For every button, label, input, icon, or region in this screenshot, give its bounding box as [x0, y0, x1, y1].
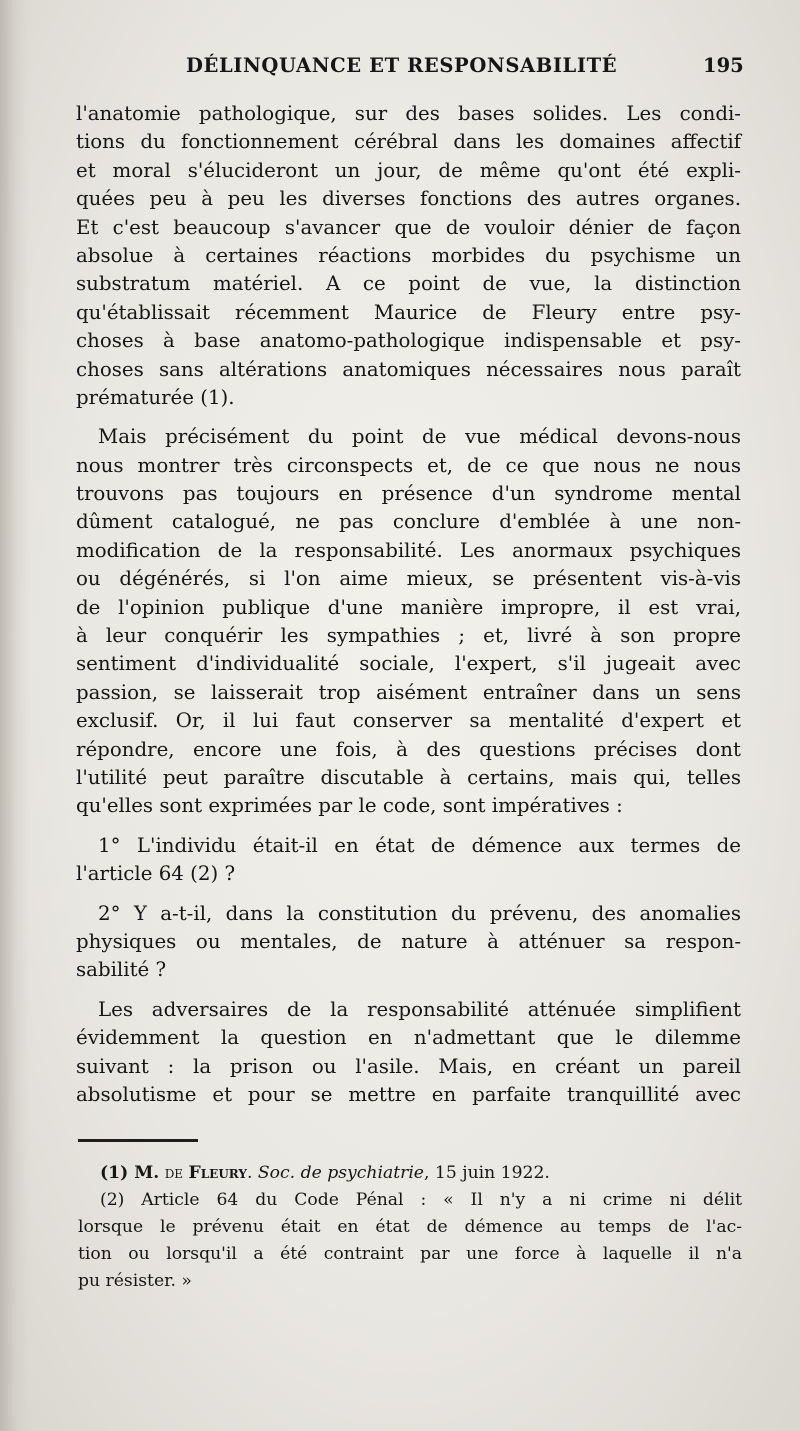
text-line: quées peu à peu les diverses fonctions des autres organes.: [76, 187, 741, 211]
paragraph-4: [76, 900, 741, 985]
paragraph-1: [76, 100, 741, 412]
text-line: l'article 64 (2) ?: [76, 862, 236, 886]
text-line: dûment catalogué, ne pas conclure d'emblée à une non-: [76, 510, 741, 534]
footnote-1-after-author: .: [246, 1163, 253, 1183]
text-line: passion, se laisserait trop aisément entraîner dans un sens: [76, 680, 741, 704]
text-line: à leur conquérir les sympathies ; et, livré à son propre: [76, 624, 741, 648]
running-head: [0, 54, 800, 84]
page-number: 195: [703, 54, 744, 77]
text-line: l'anatomie pathologique, sur des bases solides. Les condi-: [76, 102, 741, 125]
paragraph-2: [76, 423, 741, 820]
text-line: suivant : la prison ou l'asile. Mais, en créant un pareil: [76, 1054, 741, 1078]
text-line: modification de la responsabilité. Les anormaux psychiques: [76, 538, 741, 562]
text-line: ou dégénérés, si l'on aime mieux, se présentent vis-à-vis: [76, 567, 741, 591]
footnote-1-author-prefix: de: [164, 1163, 184, 1183]
text-line: sentiment d'individualité sociale, l'expert, s'il jugeait avec: [76, 652, 741, 676]
footnotes: [78, 1160, 742, 1295]
text-line: tions du fonctionnement cérébral dans les domaines affectif: [76, 130, 741, 154]
paragraph-3: [76, 832, 741, 889]
text-line: Mais précisément du point de vue médical devons-nous: [98, 425, 741, 449]
footnote-2: [78, 1187, 742, 1295]
footnote-1-journal: Soc. de psychiatrie: [257, 1163, 424, 1183]
footnote-1: [78, 1160, 742, 1187]
text-line: évidemment la question en n'admettant que le dilemme: [76, 1026, 741, 1050]
text-line: et moral s'élucideront un jour, de même qu'ont été expli-: [76, 158, 741, 182]
text-line: de l'opinion publique d'une manière impropre, il est vrai,: [76, 595, 741, 619]
page-edge-shadow: [0, 0, 30, 1431]
footnote-1-marker: (1) M.: [100, 1163, 160, 1183]
footnote-1-author: Fleury: [188, 1163, 247, 1183]
body-text: [76, 100, 741, 1109]
text-line: trouvons pas toujours en présence d'un syndrome mental: [76, 482, 741, 506]
text-line: qu'elles sont exprimées par le code, sont impératives :: [76, 794, 623, 818]
paragraph-gap: [76, 985, 741, 996]
footnote-line: tion ou lorsqu'il a été contraint par une force à laquelle il n'a: [78, 1244, 742, 1264]
text-line: absolue à certaines réactions morbides du psychisme un: [76, 243, 741, 267]
paragraph-gap: [76, 889, 741, 900]
footnote-line: (2) Article 64 du Code Pénal : « Il n'y a ni crime ni délit: [100, 1190, 742, 1210]
paragraph-gap: [76, 821, 741, 832]
footnote-line: pu résister. »: [78, 1271, 192, 1291]
text-line: choses sans altérations anatomiques nécessaires nous paraît: [76, 357, 741, 381]
text-line: l'utilité peut paraître discutable à certains, mais qui, telles: [76, 765, 741, 789]
text-line: Et c'est beaucoup s'avancer que de vouloir dénier de façon: [76, 215, 741, 239]
text-line: 2° Y a-t-il, dans la constitution du prévenu, des anomalies: [98, 901, 741, 925]
text-line: physiques ou mentales, de nature à atténuer sa respon-: [76, 929, 741, 953]
text-line: Les adversaires de la responsabilité atténuée simplifient: [98, 997, 741, 1021]
text-line: 1° L'individu était-il en état de démence aux termes de: [98, 833, 741, 857]
text-line: substratum matériel. A ce point de vue, la distinction: [76, 272, 741, 296]
text-line: absolutisme et pour se mettre en parfaite tranquillité avec: [76, 1082, 741, 1106]
text-line: répondre, encore une fois, à des questions précises dont: [76, 737, 741, 761]
footnote-divider: [78, 1139, 198, 1142]
text-line: choses à base anatomo-pathologique indispensable et psy-: [76, 329, 741, 353]
text-line: exclusif. Or, il lui faut conserver sa mentalité d'expert et: [76, 709, 741, 733]
text-line: qu'établissait récemment Maurice de Fleury entre psy-: [76, 300, 741, 324]
paragraph-gap: [76, 412, 741, 423]
text-line: prématurée (1).: [76, 385, 235, 409]
text-line: sabilité ?: [76, 958, 167, 982]
text-line: nous montrer très circonspects et, de ce que nous ne nous: [76, 453, 741, 477]
footnote-line: lorsque le prévenu était en état de démence au temps de l'ac-: [78, 1217, 742, 1237]
paragraph-5: [76, 996, 741, 1110]
footnote-1-date: , 15 juin 1922.: [423, 1163, 550, 1183]
running-title: DÉLINQUANCE ET RESPONSABILITÉ: [186, 54, 618, 77]
